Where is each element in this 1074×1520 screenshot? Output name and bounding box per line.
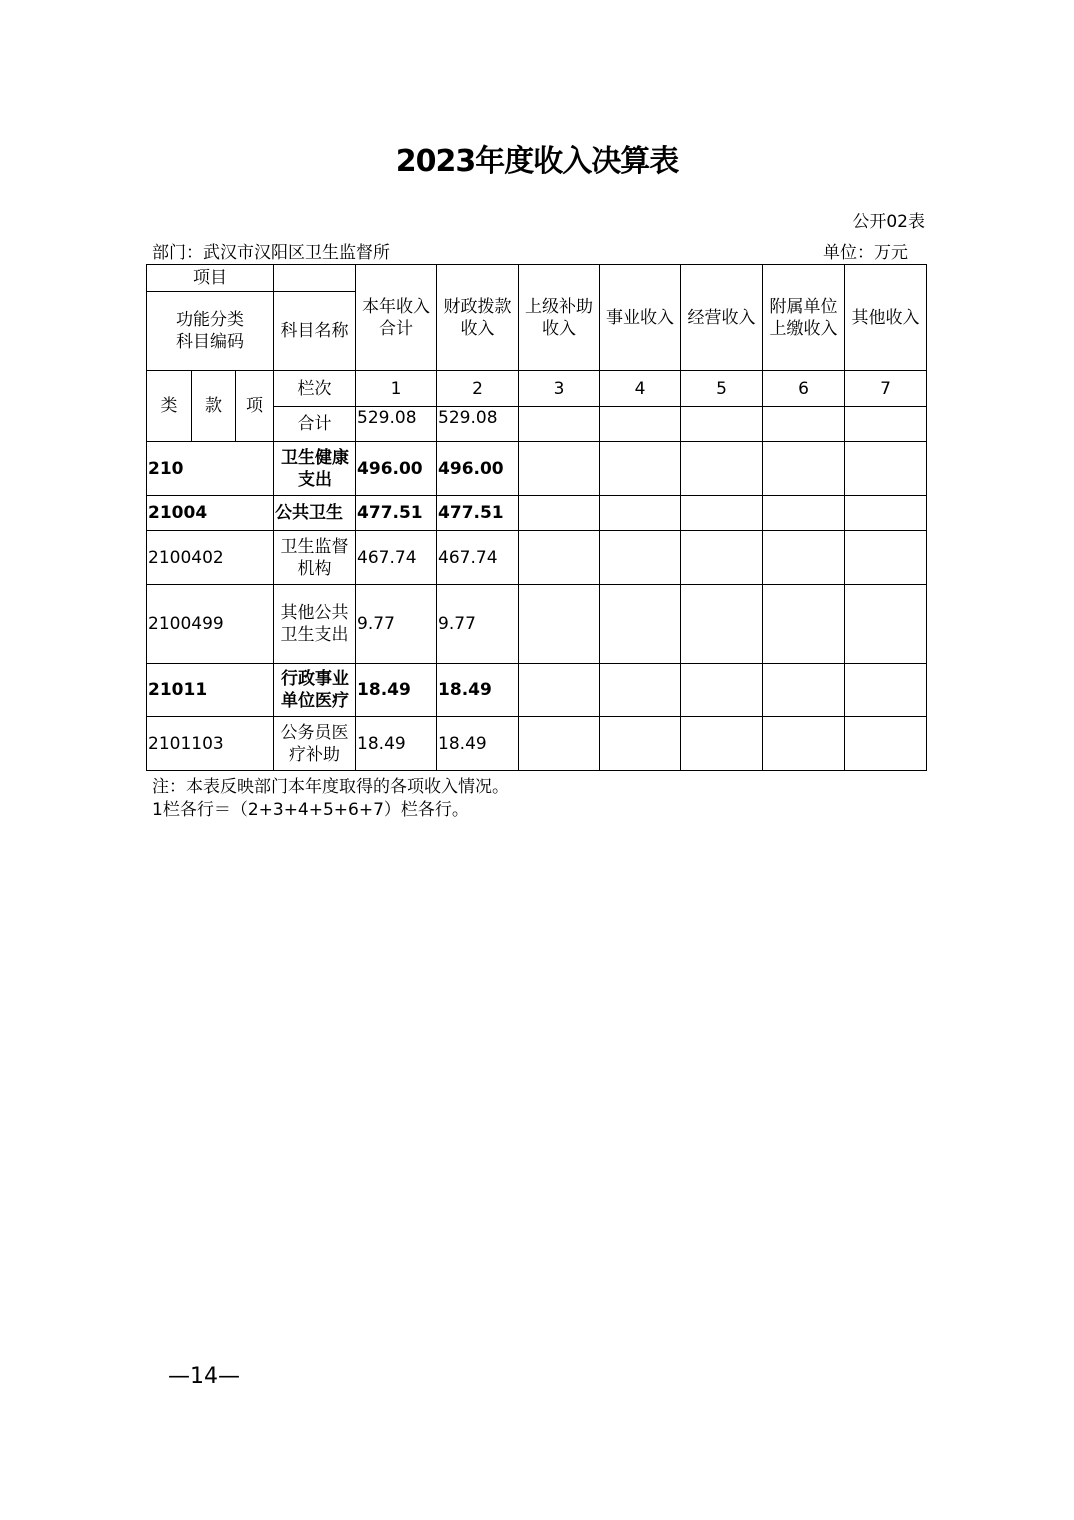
row-code: 21004 <box>147 496 274 531</box>
row-col1: 18.49 <box>356 717 437 771</box>
header-subject-name: 科目名称 <box>274 292 356 371</box>
row-code: 2100499 <box>147 585 274 664</box>
row-name: 卫生健康支出 <box>274 442 356 496</box>
row-col1: 477.51 <box>356 496 437 531</box>
total-col1: 529.08 <box>356 407 437 442</box>
header-row-project <box>147 265 927 292</box>
row-name: 卫生监督机构 <box>274 531 356 585</box>
col-number-2: 2 <box>437 371 519 407</box>
department-label: 部门：武汉市汉阳区卫生监督所 <box>152 243 390 263</box>
table-row <box>147 664 927 717</box>
header-col6: 附属单位上缴收入 <box>763 265 845 371</box>
total-col2: 529.08 <box>437 407 519 442</box>
row-code: 2100402 <box>147 531 274 585</box>
row-name: 其他公共卫生支出 <box>274 585 356 664</box>
header-col2: 财政拨款收入 <box>437 265 519 371</box>
col-number-4: 4 <box>600 371 681 407</box>
form-number: 公开02表 <box>852 212 925 232</box>
note-line-2: 1栏各行＝（2+3+4+5+6+7）栏各行。 <box>152 800 469 820</box>
header-func-code: 功能分类科目编码 <box>147 292 274 371</box>
note-line-1: 注：本表反映部门本年度取得的各项收入情况。 <box>152 777 509 797</box>
header-kuan: 款 <box>192 371 236 442</box>
col-number-6: 6 <box>763 371 845 407</box>
row-code: 2101103 <box>147 717 274 771</box>
row-name: 公共卫生 <box>274 496 356 531</box>
table-row <box>147 717 927 771</box>
row-code: 21011 <box>147 664 274 717</box>
row-col2: 496.00 <box>437 442 519 496</box>
header-xiang: 项 <box>236 371 274 442</box>
header-row-numbers <box>147 371 927 407</box>
col-number-3: 3 <box>519 371 600 407</box>
row-col2: 477.51 <box>437 496 519 531</box>
col-number-5: 5 <box>681 371 763 407</box>
unit-label: 单位：万元 <box>823 243 908 263</box>
row-col1: 9.77 <box>356 585 437 664</box>
row-name: 公务员医疗补助 <box>274 717 356 771</box>
header-col7: 其他收入 <box>845 265 927 371</box>
row-code: 210 <box>147 442 274 496</box>
row-col2: 18.49 <box>437 717 519 771</box>
row-col1: 18.49 <box>356 664 437 717</box>
table-row <box>147 585 927 664</box>
page-number: —14— <box>168 1364 240 1389</box>
col-number-1: 1 <box>356 371 437 407</box>
table-row <box>147 442 927 496</box>
row-col2: 18.49 <box>437 664 519 717</box>
header-lei: 类 <box>147 371 192 442</box>
header-col3: 上级补助收入 <box>519 265 600 371</box>
row-col1: 496.00 <box>356 442 437 496</box>
header-col1: 本年收入合计 <box>356 265 437 371</box>
row-col2: 9.77 <box>437 585 519 664</box>
header-col4: 事业收入 <box>600 265 681 371</box>
header-project: 项目 <box>147 265 274 292</box>
table-row <box>147 496 927 531</box>
row-col1: 467.74 <box>356 531 437 585</box>
income-table <box>146 264 927 771</box>
row-name: 行政事业单位医疗 <box>274 664 356 717</box>
header-col5: 经营收入 <box>681 265 763 371</box>
table-row <box>147 531 927 585</box>
page-title: 2023年度收入决算表 <box>395 144 679 179</box>
total-label: 合计 <box>274 407 356 442</box>
header-lanci: 栏次 <box>274 371 356 407</box>
col-number-7: 7 <box>845 371 927 407</box>
row-col2: 467.74 <box>437 531 519 585</box>
